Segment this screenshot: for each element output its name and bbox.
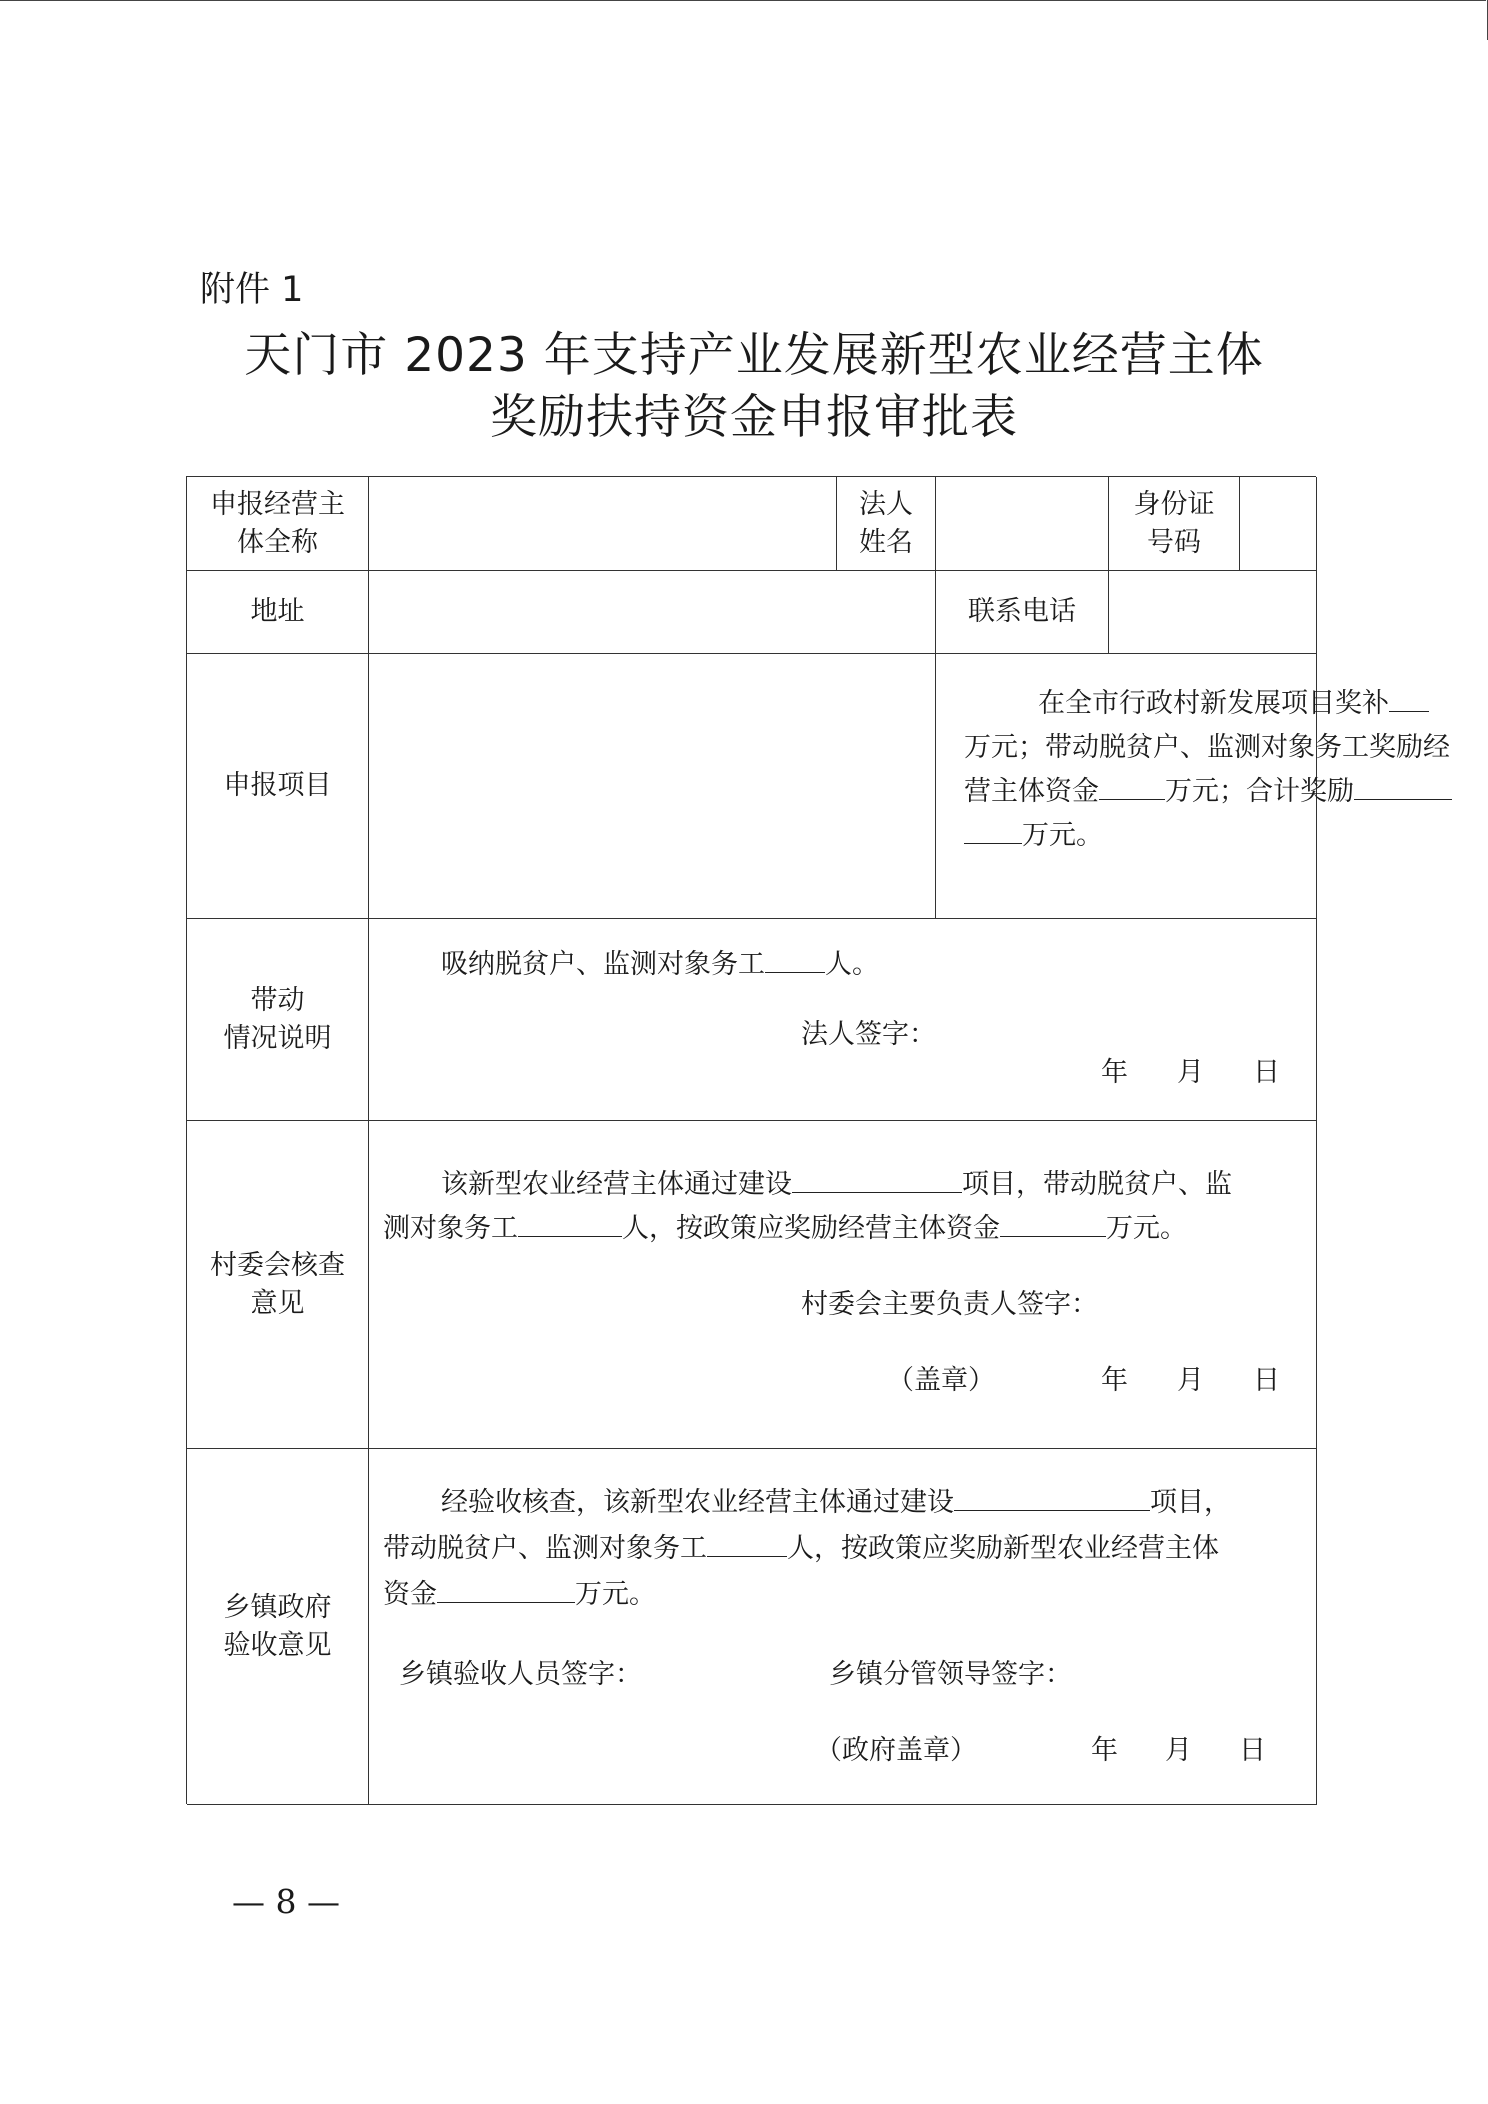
- impact-date-year: 年: [1101, 1057, 1128, 1088]
- village-review-line2b: 人，按政策应奖励经营主体资金: [622, 1213, 1000, 1244]
- project-reward-line1: 在全市行政村新发展项目奖补: [1038, 688, 1389, 719]
- village-review-line2c: 万元。: [1106, 1213, 1187, 1244]
- legal-person-label-cell: [837, 477, 936, 571]
- village-review-text-cell: [369, 1121, 1317, 1449]
- township-acceptance-label-line2: 验收意见: [223, 1629, 332, 1661]
- village-review-line2a: 测对象务工: [383, 1213, 518, 1244]
- impact-line1b: 人。: [825, 949, 879, 980]
- legal-person-field[interactable]: [936, 477, 1109, 571]
- village-amount-blank[interactable]: [1000, 1212, 1106, 1237]
- project-reward-blank-1[interactable]: [1389, 687, 1429, 712]
- impact-legal-sign-label: 法人签字：: [801, 1019, 936, 1050]
- impact-text-cell: [369, 919, 1317, 1121]
- township-project-blank[interactable]: [954, 1486, 1150, 1511]
- village-date-month: 月: [1177, 1365, 1204, 1396]
- impact-line1a: 吸纳脱贫户、监测对象务工: [441, 949, 765, 980]
- phone-label-cell: [936, 571, 1109, 654]
- village-seal-label: （盖章）: [887, 1365, 995, 1396]
- project-reward-text-cell: [936, 654, 1450, 919]
- address-field[interactable]: [369, 571, 936, 654]
- village-review-label-line2: 意见: [250, 1287, 305, 1319]
- project-reward-blank-2[interactable]: [1099, 775, 1165, 800]
- id-number-label-cell: [1109, 477, 1240, 571]
- entity-name-field[interactable]: [369, 477, 837, 571]
- project-reward-blank-3[interactable]: [1354, 775, 1452, 800]
- entity-name-label-line1: 申报经营主: [210, 488, 345, 520]
- page-number: — 8 —: [232, 1882, 340, 1921]
- impact-workers-blank[interactable]: [765, 948, 825, 973]
- village-date-year: 年: [1101, 1365, 1128, 1396]
- township-acceptance-label-line1: 乡镇政府: [223, 1591, 332, 1623]
- township-date-month: 月: [1165, 1735, 1192, 1766]
- project-field[interactable]: [369, 654, 936, 919]
- id-number-label-line2: 号码: [1147, 526, 1201, 558]
- village-head-sign-label: 村委会主要负责人签字：: [801, 1289, 1098, 1320]
- impact-label-line1: 带动: [250, 984, 305, 1016]
- village-review-label-line1: 村委会核查: [210, 1249, 345, 1281]
- township-inspector-sign-label: 乡镇验收人员签字：: [399, 1659, 642, 1690]
- township-line2a: 带动脱贫户、监测对象务工: [383, 1533, 707, 1564]
- project-reward-line2: 万元；带动脱贫户、监测对象务工奖励经: [964, 732, 1450, 763]
- project-label-cell: [187, 654, 369, 919]
- township-leader-sign-label: 乡镇分管领导签字：: [829, 1659, 1072, 1690]
- township-acceptance-text-cell: [369, 1449, 1317, 1805]
- impact-date-month: 月: [1177, 1057, 1204, 1088]
- village-workers-blank[interactable]: [518, 1212, 622, 1237]
- village-review-label-cell: [187, 1121, 369, 1449]
- township-seal-label: （政府盖章）: [815, 1735, 977, 1766]
- project-reward-line3b: 万元；合计奖励: [1165, 776, 1354, 807]
- village-review-line1a: 该新型农业经营主体通过建设: [441, 1169, 792, 1200]
- township-line1b: 项目，: [1150, 1487, 1231, 1518]
- document-title-line2: 奖励扶持资金申报审批表: [490, 390, 1018, 445]
- impact-label-cell: [187, 919, 369, 1121]
- phone-label: 联系电话: [968, 596, 1076, 627]
- township-acceptance-label-cell: [187, 1449, 369, 1805]
- entity-name-label-cell: [187, 477, 369, 571]
- township-line3b: 万元。: [575, 1579, 656, 1610]
- address-label: 地址: [250, 596, 305, 627]
- project-reward-line4: 万元。: [1022, 820, 1103, 851]
- entity-name-label-line2: 体全称: [237, 526, 318, 558]
- application-form-table: [186, 476, 1450, 1804]
- impact-date-day: 日: [1253, 1057, 1280, 1088]
- impact-label-line2: 情况说明: [223, 1022, 332, 1054]
- village-project-blank[interactable]: [792, 1168, 962, 1193]
- project-reward-line3a: 营主体资金: [964, 776, 1099, 807]
- id-number-label-line1: 身份证: [1133, 488, 1215, 520]
- township-workers-blank[interactable]: [707, 1532, 787, 1557]
- township-line3a: 资金: [383, 1579, 437, 1610]
- legal-person-label-line2: 姓名: [859, 526, 913, 558]
- legal-person-label-line1: 法人: [859, 488, 913, 520]
- page-top-edge: [0, 0, 1486, 1]
- project-reward-blank-4[interactable]: [964, 819, 1022, 844]
- document-title-line1: 天门市 2023 年支持产业发展新型农业经营主体: [244, 328, 1264, 383]
- township-amount-blank[interactable]: [437, 1578, 575, 1603]
- id-number-field[interactable]: [1240, 477, 1317, 571]
- phone-field[interactable]: [1109, 571, 1317, 654]
- village-review-line1b: 项目，带动脱贫户、监: [962, 1169, 1232, 1200]
- attachment-label: 附件 1: [200, 270, 304, 310]
- address-label-cell: [187, 571, 369, 654]
- township-date-day: 日: [1239, 1735, 1266, 1766]
- township-line1a: 经验收核查，该新型农业经营主体通过建设: [441, 1487, 954, 1518]
- township-line2b: 人，按政策应奖励新型农业经营主体: [787, 1533, 1219, 1564]
- village-date-day: 日: [1253, 1365, 1280, 1396]
- project-label: 申报项目: [223, 770, 332, 801]
- township-date-year: 年: [1091, 1735, 1118, 1766]
